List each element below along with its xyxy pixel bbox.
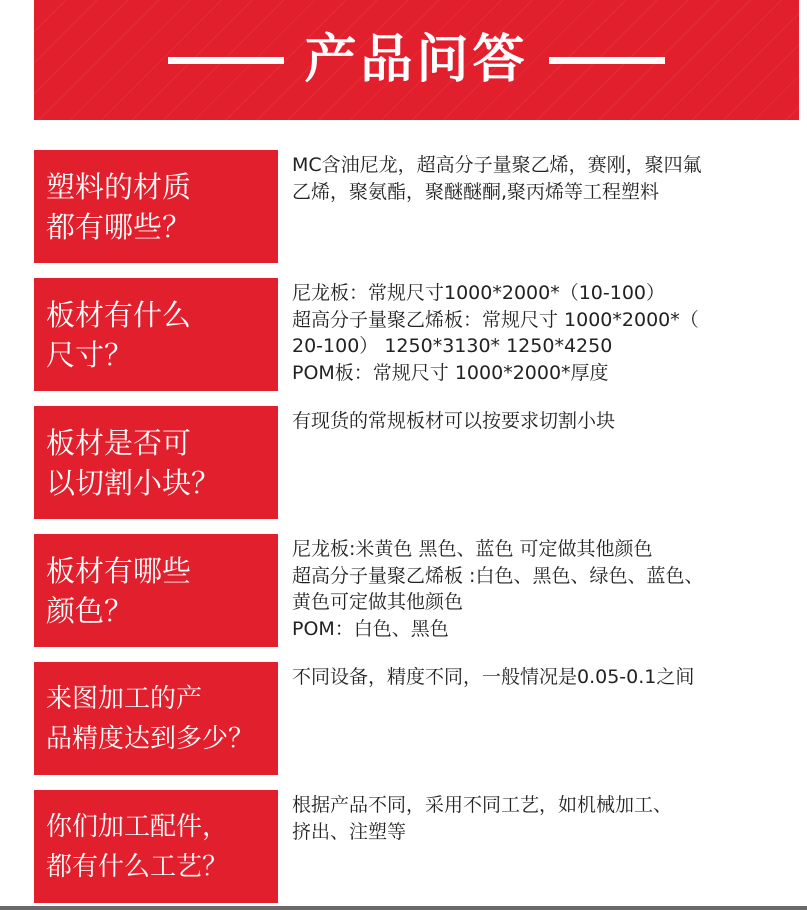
faq-question-box (34, 534, 278, 647)
faq-question-box (34, 790, 278, 903)
faq-question-box (34, 278, 278, 391)
faq-question: 板材有什么 尺寸？ (46, 297, 192, 372)
banner-left-rule (168, 57, 284, 64)
faq-answer: MC含油尼龙，超高分子量聚乙烯，赛刚，聚四氟 乙烯，聚氨酯，聚醚醚酮,聚丙烯等工程塑料 (292, 154, 702, 203)
faq-answer: 根据产品不同，采用不同工艺，如机械加工、 挤出、注塑等 (292, 794, 673, 843)
faq-answer: 尼龙板：常规尺寸1000*2000*（10-100） 超高分子量聚乙烯板：常规尺寸 1000*2000*（ 20-100） 1250*3130* 1250*4250 POM板：常规尺寸 1000*2000*厚度 (292, 282, 699, 384)
faq-question: 板材有哪些 颜色？ (46, 553, 192, 628)
faq-question: 板材是否可 以切割小块？ (46, 425, 221, 500)
page-title: 产品问答 (304, 30, 529, 90)
banner-right-rule (549, 57, 665, 64)
faq-answer: 有现货的常规板材可以按要求切割小块 (292, 410, 616, 432)
header-banner (34, 0, 799, 120)
faq-question-box (34, 662, 278, 775)
faq-answer: 尼龙板:米黄色 黑色、蓝色 可定做其他颜色 超高分子量聚乙烯板 :白色、黑色、绿色、蓝色、 黄色可定做其他颜色 POM：白色、黑色 (292, 538, 704, 640)
faq-question-box (34, 150, 278, 263)
bottom-divider (0, 906, 807, 910)
faq-question: 你们加工配件， 都有什么工艺？ (46, 811, 229, 882)
faq-answer: 不同设备，精度不同，一般情况是0.05-0.1之间 (292, 666, 695, 688)
faq-question-box (34, 406, 278, 519)
faq-question: 来图加工的产 品精度达到多少？ (46, 683, 255, 754)
faq-question: 塑料的材质 都有哪些？ (46, 169, 192, 244)
